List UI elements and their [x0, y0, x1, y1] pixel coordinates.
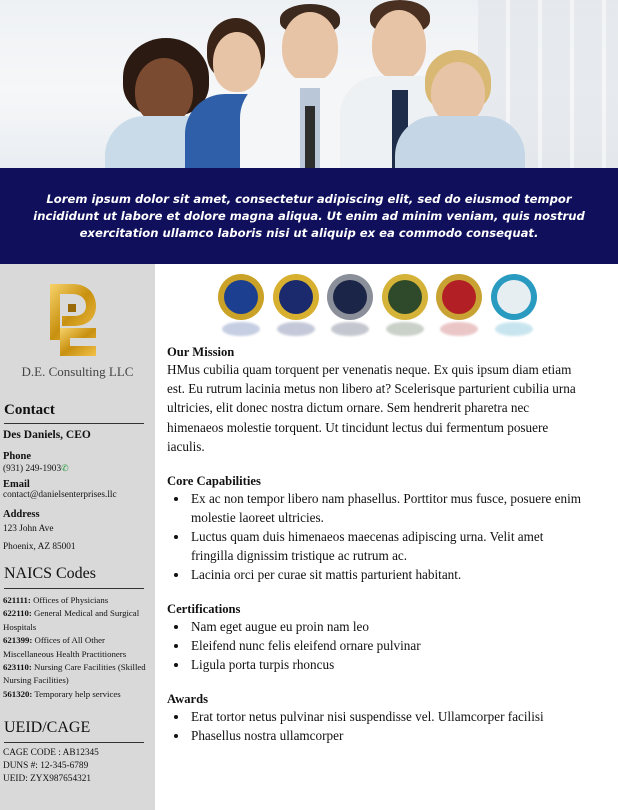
list-item: • Lacinia orci per curae sit mattis parturient habitant.	[189, 565, 587, 584]
intro-banner	[0, 168, 618, 264]
naics-item: 621111: Offices of Physicians	[3, 595, 109, 605]
awards-heading: Awards	[167, 692, 209, 707]
company-name: D.E. Consulting LLC	[21, 364, 134, 379]
duns-number: DUNS #: 12-345-6789	[3, 761, 89, 771]
list-item: • Ligula porta turpis rhoncus	[189, 655, 587, 674]
list-item: • Erat tortor netus pulvinar nisi suspendisse vel. Ullamcorper facilisi	[189, 707, 587, 726]
phone-icon: ✆	[61, 463, 69, 473]
company-logo	[46, 282, 98, 358]
list-item: • Ex ac non tempor libero nam phasellus. Porttitor mus fusce, posuere enim molestie laoreet ultricies.	[189, 489, 587, 527]
email-address[interactable]: contact@danielsenterprises.llc	[3, 490, 117, 500]
certifications-list	[167, 617, 587, 674]
naics-list	[3, 594, 153, 701]
ueid-number: UEID: ZYX987654321	[3, 774, 92, 784]
naics-item: 623110: Nursing Care Facilities (Skilled Nursing Facilities)	[3, 662, 146, 686]
naics-item: 622110: General Medical and Surgical Hospitals	[3, 608, 140, 632]
air-force-seal-icon	[218, 274, 264, 320]
email-label: Email	[3, 479, 30, 490]
naics-heading: NAICS Codes	[4, 565, 97, 582]
marine-corps-seal-icon	[436, 274, 482, 320]
address-line-2: Phoenix, AZ 85001	[3, 542, 76, 552]
mission-text: HMus cubilia quam torquent per venenatis neque. Ex quis ipsum diam etiam est. Eu rutrum lacinia metus non libero at? Scelerisque parturient cubilia urna ultricies, elit donec nostra dictum ornare. Sem hendrerit pharetra nec himenaeos molestie torquent. Ut tincidunt lectus dui fermentum posuere iaculis.	[167, 362, 576, 454]
army-seal-icon	[382, 274, 428, 320]
naics-item: 561320: Temporary help services	[3, 688, 121, 699]
list-item: • Luctus quam duis himenaeos maecenas adipiscing urna. Velit amet fringilla dignissim tristique ac rutrum ac.	[189, 527, 587, 565]
main-content	[167, 345, 587, 745]
hero-photo	[0, 0, 618, 168]
mission-heading: Our Mission	[167, 345, 235, 359]
sidebar	[0, 264, 155, 810]
naics-item: 621399: Offices of All Other Miscellaneous Health Practitioners	[3, 635, 127, 659]
divider	[4, 588, 144, 589]
divider	[4, 423, 144, 424]
list-item: • Nam eget augue eu proin nam leo	[189, 617, 587, 636]
awards-list	[167, 707, 587, 745]
phone-text: (931) 249-1903	[3, 464, 62, 474]
coast-guard-seal-icon	[491, 274, 537, 320]
banner-text: Lorem ipsum dolor sit amet, consectetur adipiscing elit, sed do eiusmod tempor incididunt ut labore et dolore magna aliqua. Ut enim ad minim veniam, quis nostrud exercitation ullamco laboris nisi ut aliquip ex ea commodo consequat.	[33, 191, 585, 240]
military-seals	[218, 274, 542, 334]
person-figure	[395, 50, 525, 168]
address-line-1: 123 John Ave	[3, 524, 54, 534]
certifications-heading: Certifications	[167, 602, 241, 617]
phone-number[interactable]	[3, 462, 69, 477]
phone-label: Phone	[3, 451, 32, 462]
capabilities-heading: Core Capabilities	[167, 474, 261, 489]
divider	[4, 742, 144, 743]
contact-heading: Contact	[4, 402, 55, 418]
capabilities-list	[167, 489, 587, 584]
space-force-seal-icon	[327, 274, 373, 320]
ueid-heading: UEID/CAGE	[4, 719, 91, 736]
list-item: • Phasellus nostra ullamcorper	[189, 726, 587, 745]
list-item: • Eleifend nunc felis eleifend ornare pulvinar	[189, 636, 587, 655]
navy-seal-icon	[273, 274, 319, 320]
address-label: Address	[3, 509, 40, 520]
contact-person: Des Daniels, CEO	[3, 429, 91, 441]
cage-code: CAGE CODE : AB12345	[3, 748, 99, 758]
